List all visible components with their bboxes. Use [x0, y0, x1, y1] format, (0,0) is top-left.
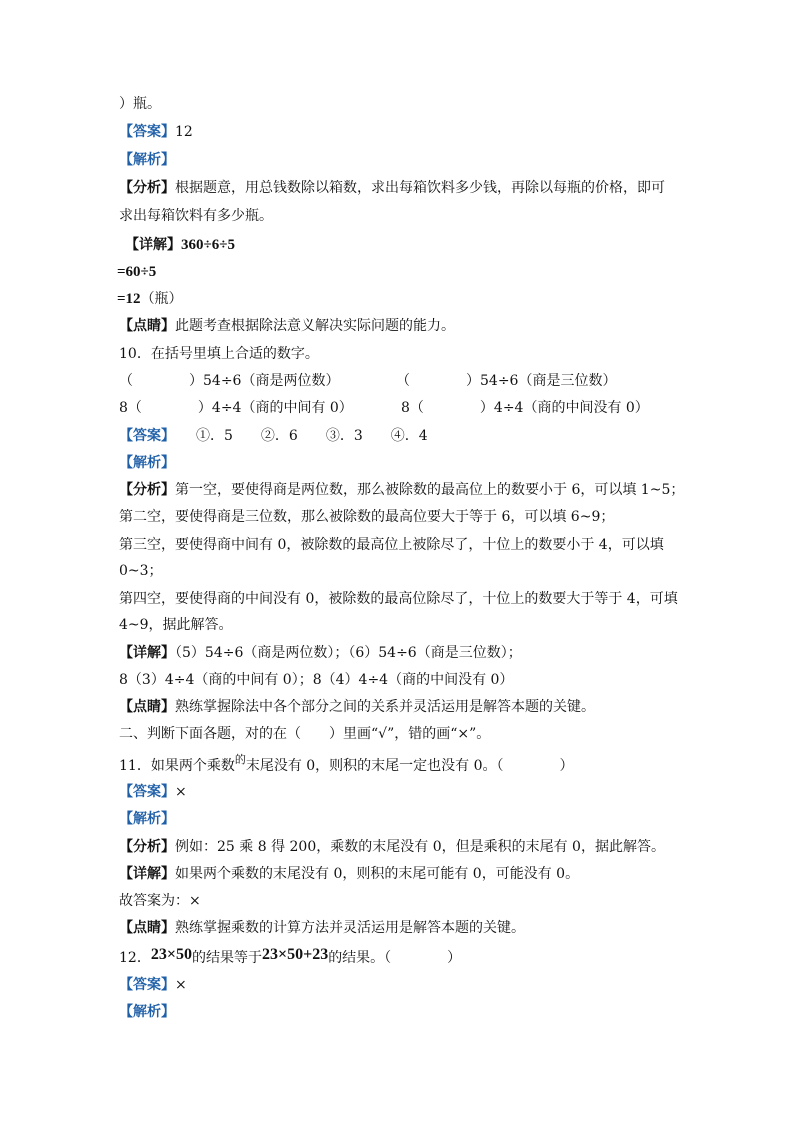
q11-analysis-tag: 【解析】 — [119, 811, 175, 827]
q12-title: 12．23×50的结果等于23×50+23的结果。（ ） — [119, 946, 462, 966]
q9-fenxi-line2: 求出每箱饮料有多少瓶。 — [119, 208, 273, 224]
q11-dianjing: 【点睛】熟练掌握乘数的计算方法并灵活运用是解答本题的关键。 — [119, 920, 525, 936]
q10-dianjing: 【点睛】熟练掌握除法中各个部分之间的关系并灵活运用是解答本题的关键。 — [119, 699, 595, 715]
q9-detail-line1: 【详解】360÷6÷5 — [125, 237, 235, 253]
q10-fenxi-line2: 第二空，要使得商是三位数，那么被除数的最高位要大于等于 6，可以填 6~9； — [119, 509, 615, 525]
q10-answer: 【答案】 ①．5 ②．6 ③．3 ④．4 — [119, 428, 428, 444]
q10-row2-left: 8（ ）4÷4（商的中间有 0） — [119, 400, 353, 416]
q10-row1-right: （ ）54÷6（商是三位数） — [396, 373, 617, 389]
q11-conclusion: 故答案为：× — [119, 893, 201, 909]
q9-tail: ）瓶。 — [119, 96, 161, 112]
q11-fenxi: 【分析】例如：25 乘 8 得 200，乘数的末尾没有 0，但是乘积的末尾有 0，据此解答。 — [119, 839, 665, 855]
q11-title: 11．如果两个乘数$^的$末尾没有 0，则积的末尾一定也没有 0。（ ） — [119, 753, 574, 774]
q9-dianjing: 【点睛】此题考查根据除法意义解决实际问题的能力。 — [119, 318, 455, 334]
q11-detail: 【详解】如果两个乘数的末尾没有 0，则积的末尾可能有 0，可能没有 0。 — [119, 866, 580, 882]
q10-detail-line2: 8（3）4÷4（商的中间有 0）；8（4）4÷4（商的中间没有 0） — [119, 672, 514, 688]
section2-title: 二、判断下面各题，对的在（ ）里画“√”，错的画“×”。 — [119, 726, 491, 742]
q9-answer: 【答案】12 — [119, 124, 193, 140]
q9-detail-line2: =60÷5 — [117, 264, 157, 280]
q10-fenxi-line3: 第三空，要使得商中间有 0，被除数的最高位上被除尽了，十位上的数要小于 4，可以填 — [119, 537, 664, 553]
q12-analysis-tag: 【解析】 — [119, 1004, 175, 1020]
q9-analysis-tag: 【解析】 — [119, 152, 175, 168]
q10-fenxi-line5: 第四空，要使得商的中间没有 0，被除数的最高位除尽了，十位上的数要大于等于 4，可填 — [119, 591, 678, 607]
q10-fenxi-line4: 0~3； — [119, 563, 163, 579]
q10-fenxi-line1: 【分析】第一空，要使得商是两位数，那么被除数的最高位上的数要小于 6，可以填 1~5； — [119, 482, 685, 498]
q10-row2-right: 8（ ）4÷4（商的中间没有 0） — [401, 400, 649, 416]
q9-detail-line3: =12（瓶） — [117, 291, 183, 307]
q9-fenxi-line1: 【分析】根据题意，用总钱数除以箱数，求出每箱饮料多少钱，再除以每瓶的价格，即可 — [119, 180, 665, 196]
q10-detail-line1: 【详解】（5）54÷6（商是两位数）；（6）54÷6（商是三位数）； — [119, 645, 522, 661]
q12-answer: 【答案】× — [119, 977, 187, 993]
q10-title: 10．在括号里填上合适的数字。 — [119, 346, 319, 362]
q10-row1-left: （ ）54÷6（商是两位数） — [119, 373, 340, 389]
q10-fenxi-line6: 4~9，据此解答。 — [119, 617, 233, 633]
q10-analysis-tag: 【解析】 — [119, 455, 175, 471]
q11-answer: 【答案】× — [119, 784, 187, 800]
